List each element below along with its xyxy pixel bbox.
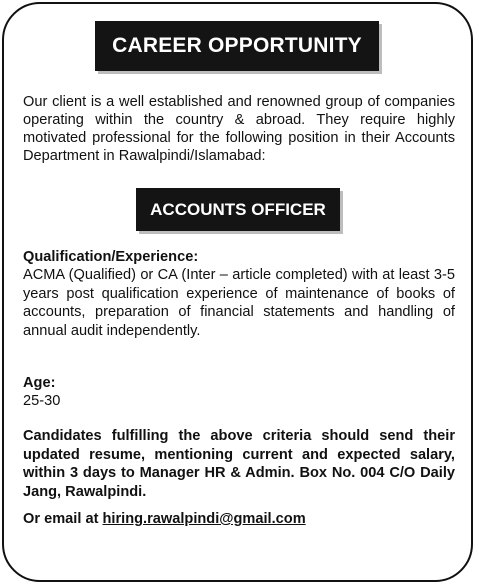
email-prefix: Or email at <box>23 511 99 527</box>
qualification-text: ACMA (Qualified) or CA (Inter – article completed) with at least 3-5 years post qualification experience of maintenance of books of accounts, preparation of financial statements and handling of annual audit independently. <box>23 267 455 339</box>
qualification-heading: Qualification/Experience: <box>23 249 199 265</box>
position-title-banner <box>136 188 340 231</box>
intro-paragraph: Our client is a well established and renowned group of companies operating within the country & abroad. They require highly motivated professional for the following position in their Accounts Department in Rawalpindi/Islamabad: <box>23 94 455 164</box>
page-title: CAREER OPPORTUNITY <box>112 34 362 57</box>
application-instructions: Candidates fulfilling the above criteria should send their updated resume, mentioning current and expected salary, within 3 days to Manager HR & Admin. Box No. 004 C/O Daily Jang, Rawalpindi. <box>23 428 455 500</box>
age-heading: Age: <box>23 375 56 391</box>
page-title-banner <box>95 21 379 71</box>
email-line <box>23 510 306 528</box>
email-link[interactable]: hiring.rawalpindi@gmail.com <box>102 511 306 527</box>
age-value: 25-30 <box>23 393 61 409</box>
position-title: ACCOUNTS OFFICER <box>150 199 326 219</box>
